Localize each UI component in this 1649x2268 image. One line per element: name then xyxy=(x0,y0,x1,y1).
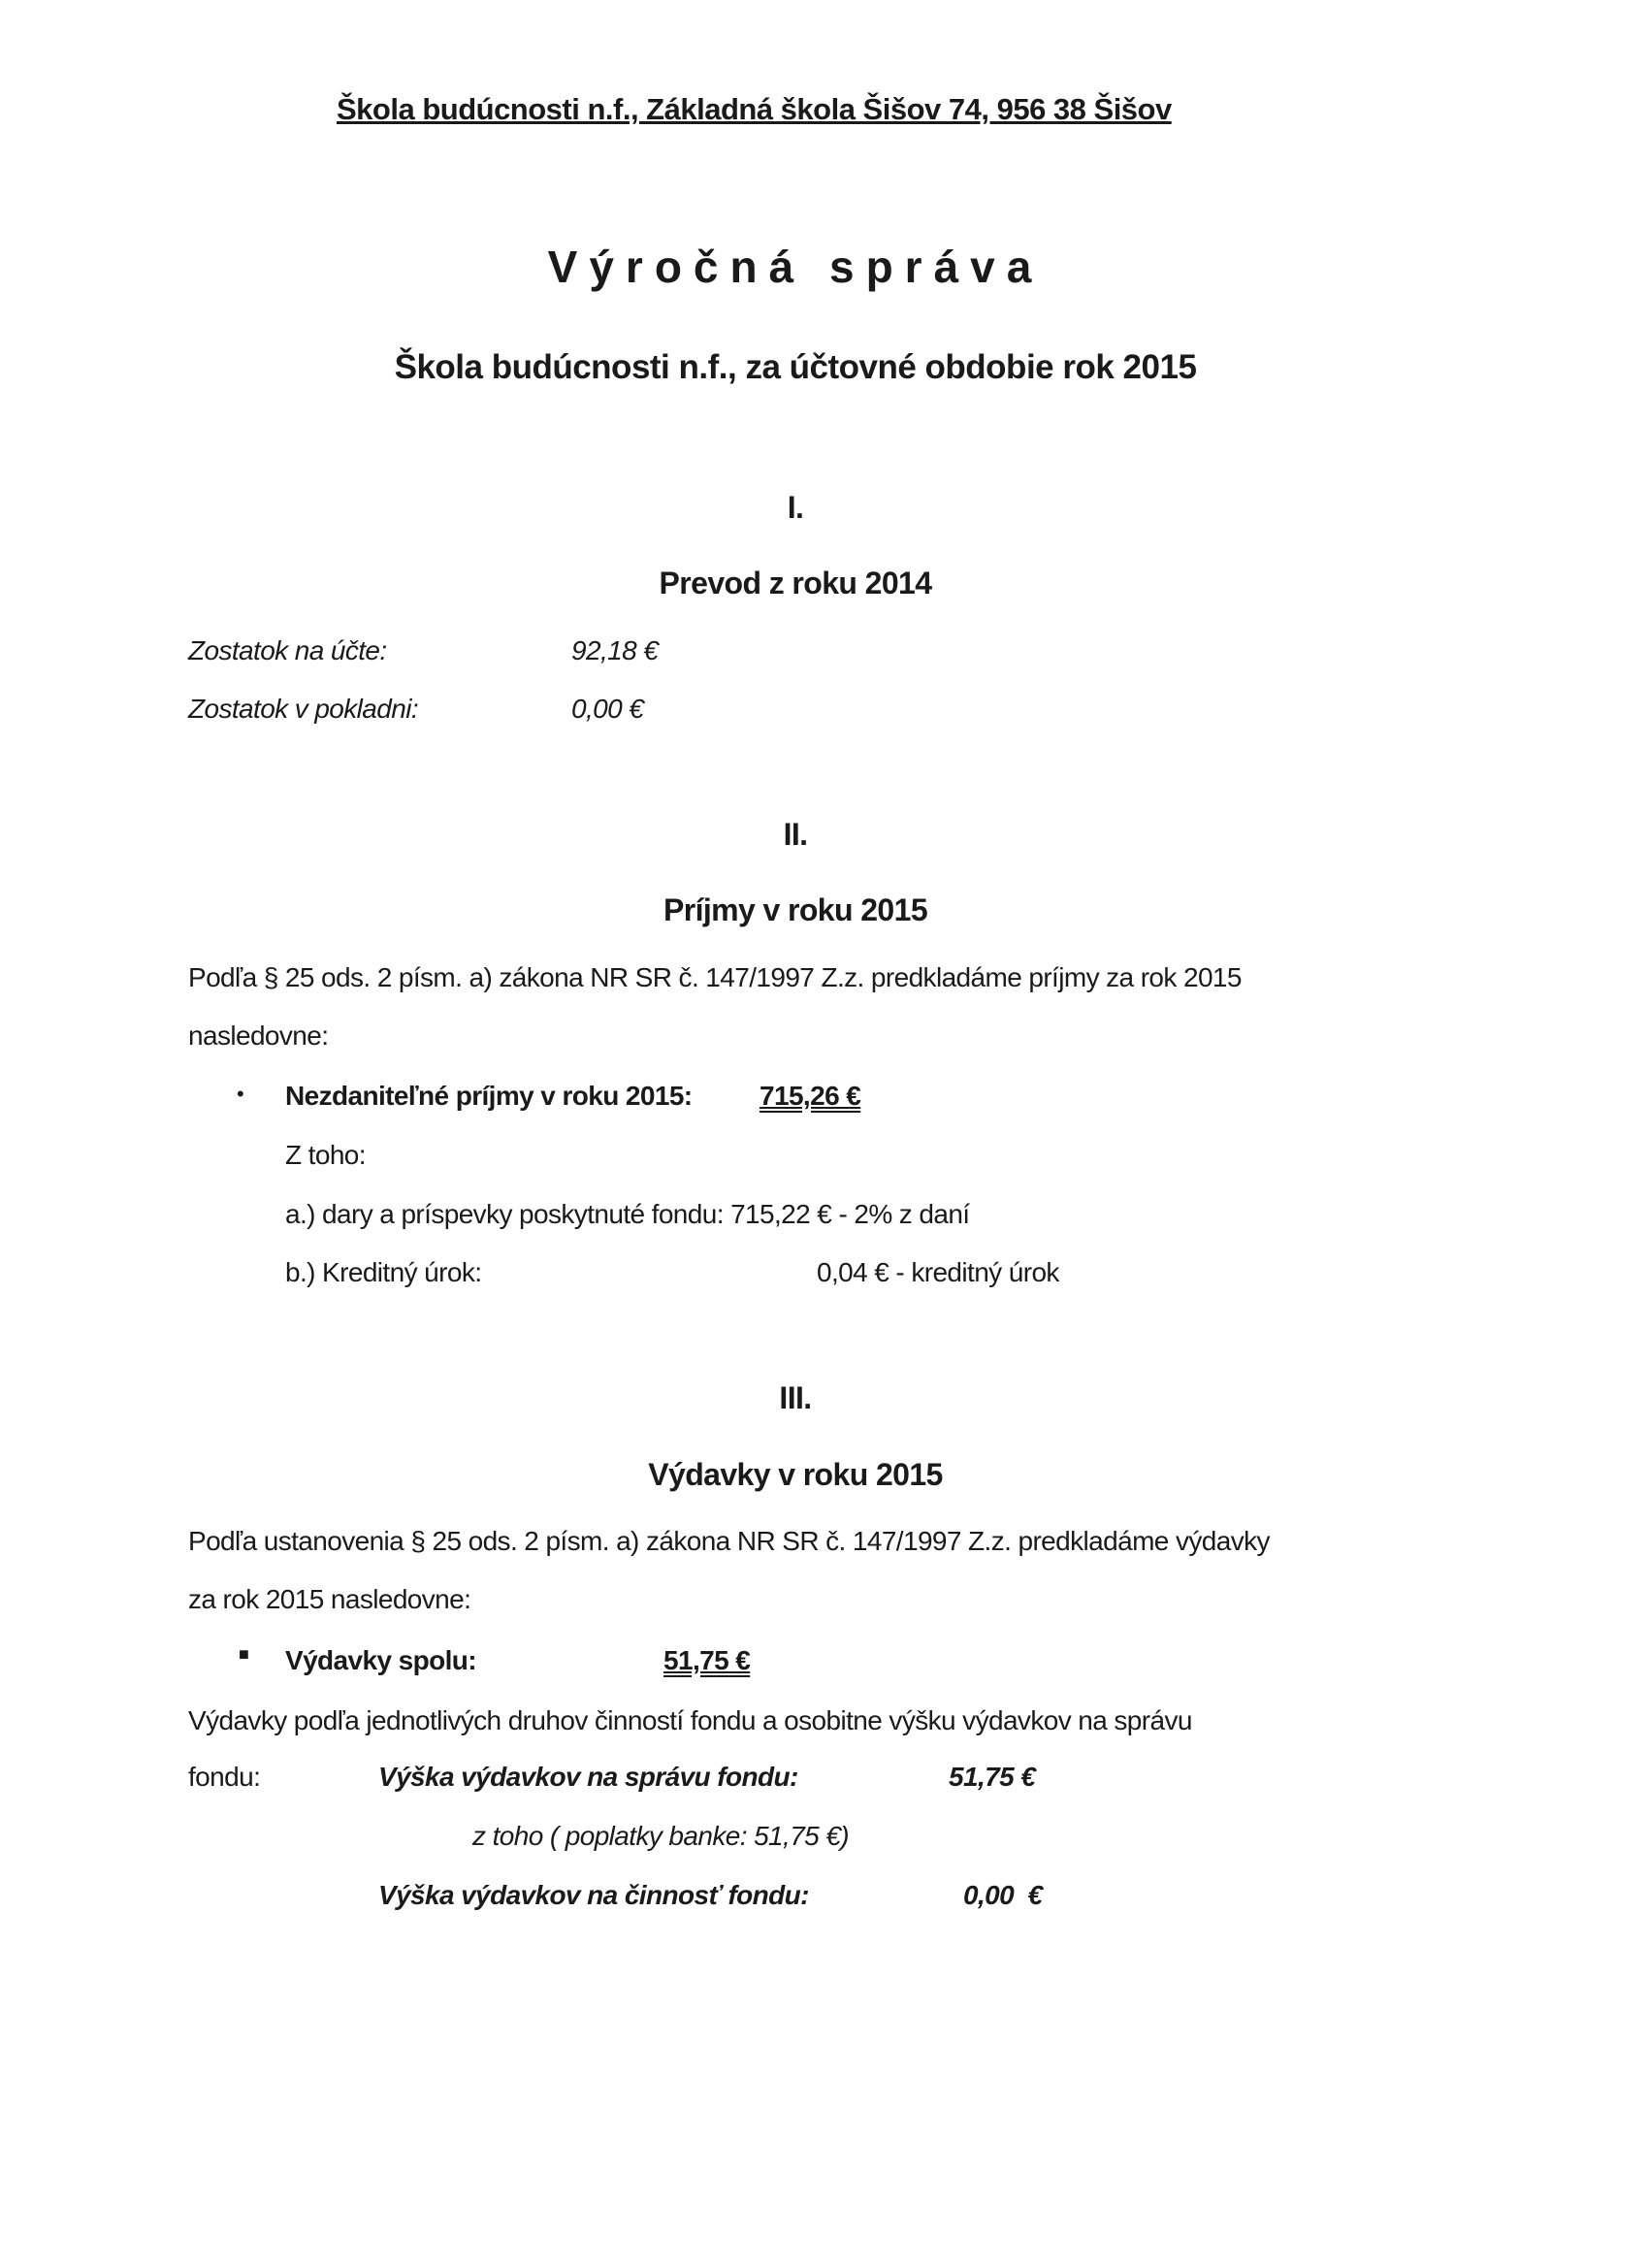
income-paragraph-line2: nasledovne: xyxy=(188,1021,329,1051)
income-total-label: Nezdaniteľné príjmy v roku 2015: xyxy=(285,1081,693,1111)
income-total-value: 715,26 € xyxy=(760,1081,861,1111)
expense-paragraph-line2: za rok 2015 nasledovne: xyxy=(188,1584,471,1614)
cash-balance-value: 0,00 € xyxy=(571,694,644,724)
document-header: Škola budúcnosti n.f., Základná škola Šišov 74, 956 38 Šišov xyxy=(337,92,1172,126)
activity-expense-value: 0,00 € xyxy=(963,1880,1043,1910)
admin-expense-label: Výška výdavkov na správu fondu: xyxy=(378,1762,798,1792)
expense-total-value: 51,75 € xyxy=(663,1645,751,1675)
cash-balance-label: Zostatok v pokladni: xyxy=(188,694,419,724)
bullet-square-icon: ■ xyxy=(239,1644,249,1664)
section-3-number: III. xyxy=(779,1380,812,1415)
income-item-b-label: b.) Kreditný úrok: xyxy=(285,1257,482,1287)
section-3-heading: Výdavky v roku 2015 xyxy=(648,1457,943,1492)
expense-paragraph2-line1: Výdavky podľa jednotlivých druhov činností fondu a osobitne výšku výdavkov na správu xyxy=(188,1705,1192,1735)
section-2-heading: Príjmy v roku 2015 xyxy=(663,892,928,927)
section-1-number: I. xyxy=(787,490,804,525)
expense-paragraph-line1: Podľa ustanovenia § 25 ods. 2 písm. a) zákona NR SR č. 147/1997 Z.z. predkladáme výdavky xyxy=(188,1526,1270,1556)
expense-paragraph2-line2: fondu: xyxy=(188,1762,261,1792)
account-balance-value: 92,18 € xyxy=(571,635,659,665)
document-title: Výročná správa xyxy=(547,242,1044,292)
income-item-b-value: 0,04 € - kreditný úrok xyxy=(817,1257,1059,1287)
income-item-a: a.) dary a príspevky poskytnuté fondu: 715,22 € - 2% z daní xyxy=(285,1199,970,1229)
admin-expense-value: 51,75 € xyxy=(949,1762,1036,1792)
section-2-number: II. xyxy=(783,817,808,852)
of-which-label: Z toho: xyxy=(285,1140,366,1170)
document-subtitle: Škola budúcnosti n.f., za účtovné obdobie rok 2015 xyxy=(394,348,1197,386)
activity-expense-label: Výška výdavkov na činnosť fondu: xyxy=(378,1880,809,1910)
admin-expense-note: z toho ( poplatky banke: 51,75 €) xyxy=(472,1821,850,1851)
section-1-heading: Prevod z roku 2014 xyxy=(659,566,932,600)
account-balance-label: Zostatok na účte: xyxy=(188,635,387,665)
bullet-dot-icon: • xyxy=(237,1082,244,1106)
income-paragraph-line1: Podľa § 25 ods. 2 písm. a) zákona NR SR č. 147/1997 Z.z. predkladáme príjmy za rok 2015 xyxy=(188,962,1242,992)
expense-total-label: Výdavky spolu: xyxy=(285,1645,477,1675)
